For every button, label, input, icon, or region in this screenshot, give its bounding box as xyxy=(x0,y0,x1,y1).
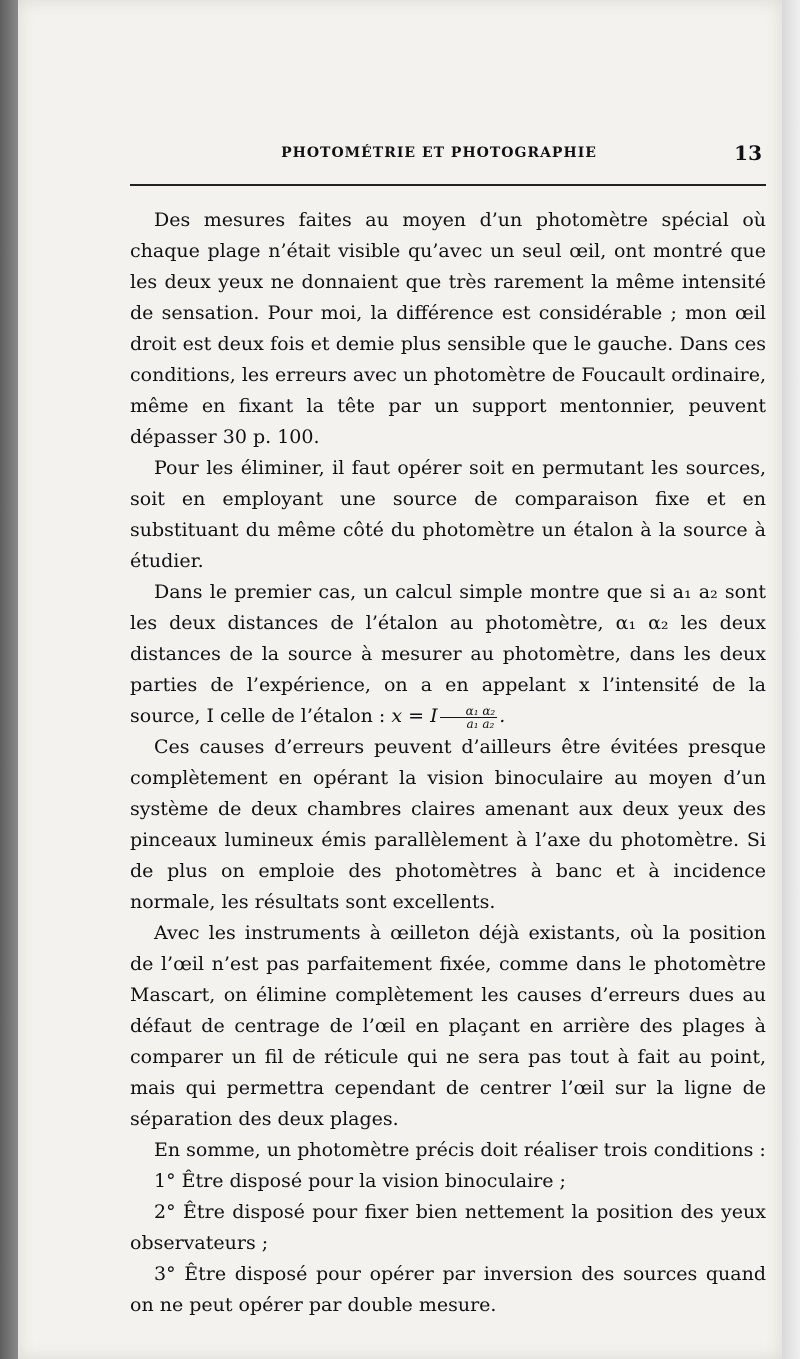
running-header xyxy=(112,141,766,173)
paragraph: Avec les instruments à œilleton déjà existants, où la position de l’œil n’est pas parfaitement fixée, comme dans le photomètre Mascart, on élimine complètement les causes d’erreurs dues au défaut de centrage de l’œil en plaçant en arrière des plages à comparer un fil de réticule qui ne sera pas tout à fait au point, mais qui permettra cependant de centrer l’œil sur la ligne de séparation des deux plages. xyxy=(130,922,766,1130)
running-header-title: PHOTOMÉTRIE ET PHOTOGRAPHIE xyxy=(281,145,597,161)
formula xyxy=(391,703,506,731)
left-margin-strip xyxy=(0,0,18,1359)
formula-end: . xyxy=(499,705,506,727)
list-item: 1° Être disposé pour la vision binoculaire ; xyxy=(154,1170,566,1192)
paragraph: Ces causes d’erreurs peuvent d’ailleurs être évitées presque complètement en opérant la vision binoculaire au moyen d’un système de deux chambres claires amenant aux deux yeux des pinceaux lumineux émis parallèlement à l’axe du photomètre. Si de plus on emploie des photomètres à banc et à incidence normale, les résultats sont excellents. xyxy=(130,736,766,913)
formula-denominator: a₁ a₂ xyxy=(466,716,495,731)
right-margin-strip xyxy=(782,0,800,1359)
paragraph-text: Dans le premier cas, un calcul simple montre que si a₁ a₂ sont les deux distances de l’étalon au photomètre, α₁ α₂ les deux distances de la source à mesurer au photomètre, dans les deux parties de l’expérience, on a en appelant x l’intensité de la source, I celle de l’étalon : xyxy=(130,581,766,727)
formula-lhs: x = I xyxy=(391,705,438,727)
header-rule xyxy=(130,184,766,186)
list-item: 3° Être disposé pour opérer par inversion des sources quand on ne peut opérer par double mesure. xyxy=(130,1263,766,1316)
list-item: 2° Être disposé pour fixer bien nettement la position des yeux observateurs ; xyxy=(130,1201,766,1254)
body-text xyxy=(130,205,766,1321)
formula-fraction xyxy=(440,705,498,730)
paragraph: Des mesures faites au moyen d’un photomètre spécial où chaque plage n’était visible qu’avec un seul œil, ont montré que les deux yeux ne donnaient que très rarement la même intensité de sensation. Pour moi, la différence est considérable ; mon œil droit est deux fois et demie plus sensible que le gauche. Dans ces conditions, les erreurs avec un photomètre de Foucault ordinaire, même en fixant la tête par un support mentonnier, peuvent dépasser 30 p. 100. xyxy=(130,209,766,448)
paragraph: En somme, un photomètre précis doit réaliser trois conditions : xyxy=(154,1139,766,1161)
paragraph: Pour les éliminer, il faut opérer soit en permutant les sources, soit en employant une source de comparaison fixe et en substituant du même côté du photomètre un étalon à la source à étudier. xyxy=(130,457,766,572)
page-number: 13 xyxy=(734,141,762,165)
formula-numerator: α₁ α₂ xyxy=(440,705,498,718)
paragraph-with-formula xyxy=(130,577,766,732)
